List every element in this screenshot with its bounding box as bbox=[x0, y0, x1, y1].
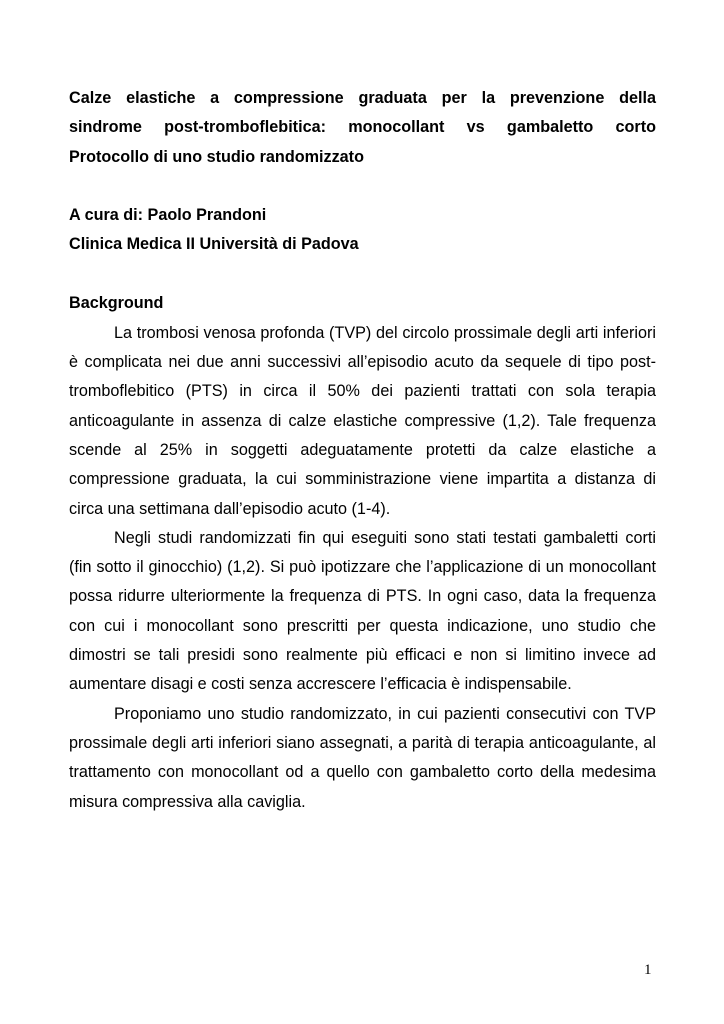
paragraph-1: La trombosi venosa profonda (TVP) del circolo prossimale degli arti inferiori è complicata nei due anni successivi all’episodio acuto da sequele di tipo post-tromboflebitico (PTS) in circa il 50% dei pazienti trattati con sola terapia anticoagulante in assenza di calze elastiche compressive (1,2). Tale frequenza scende al 25% in soggetti adeguatamente protetti da calze elastiche a compressione graduata, la cui somministrazione viene impartita a distanza di circa una settimana dall’episodio acuto (1-4). bbox=[69, 323, 656, 518]
document-title bbox=[69, 84, 656, 172]
author-line: A cura di: Paolo Prandoni bbox=[69, 205, 267, 224]
title-line-3: Protocollo di uno studio randomizzato bbox=[69, 147, 364, 166]
paragraph-3: Proponiamo uno studio randomizzato, in cui pazienti consecutivi con TVP prossimale degli arti inferiori siano assegnati, a parità di terapia anticoagulante, al trattamento con monocollant od a quello con gambaletto corto della medesima misura compressiva alla caviglia. bbox=[69, 704, 656, 811]
institution-line: Clinica Medica II Università di Padova bbox=[69, 235, 359, 254]
page-number: 1 bbox=[644, 962, 652, 978]
author-block bbox=[69, 201, 656, 260]
paragraph-2: Negli studi randomizzati fin qui eseguiti sono stati testati gambaletti corti (fin sotto il ginocchio) (1,2). Si può ipotizzare che l’applicazione di un monocollant possa ridurre ulteriormente la frequenza di PTS. In ogni caso, data la frequenza con cui i monocollant sono prescritti per questa indicazione, uno studio che dimostri se tali presidi sono realmente più efficaci e non si limitino invece ad aumentare disagi e costi senza accrescere l’efficacia è indispensabile. bbox=[69, 528, 656, 694]
document-page bbox=[69, 84, 656, 817]
title-line-2: sindrome post-tromboflebitica: monocollant vs gambaletto corto bbox=[69, 118, 656, 137]
title-line-1: Calze elastiche a compressione graduata per la prevenzione della bbox=[69, 89, 656, 107]
section-heading-background: Background bbox=[69, 294, 164, 313]
